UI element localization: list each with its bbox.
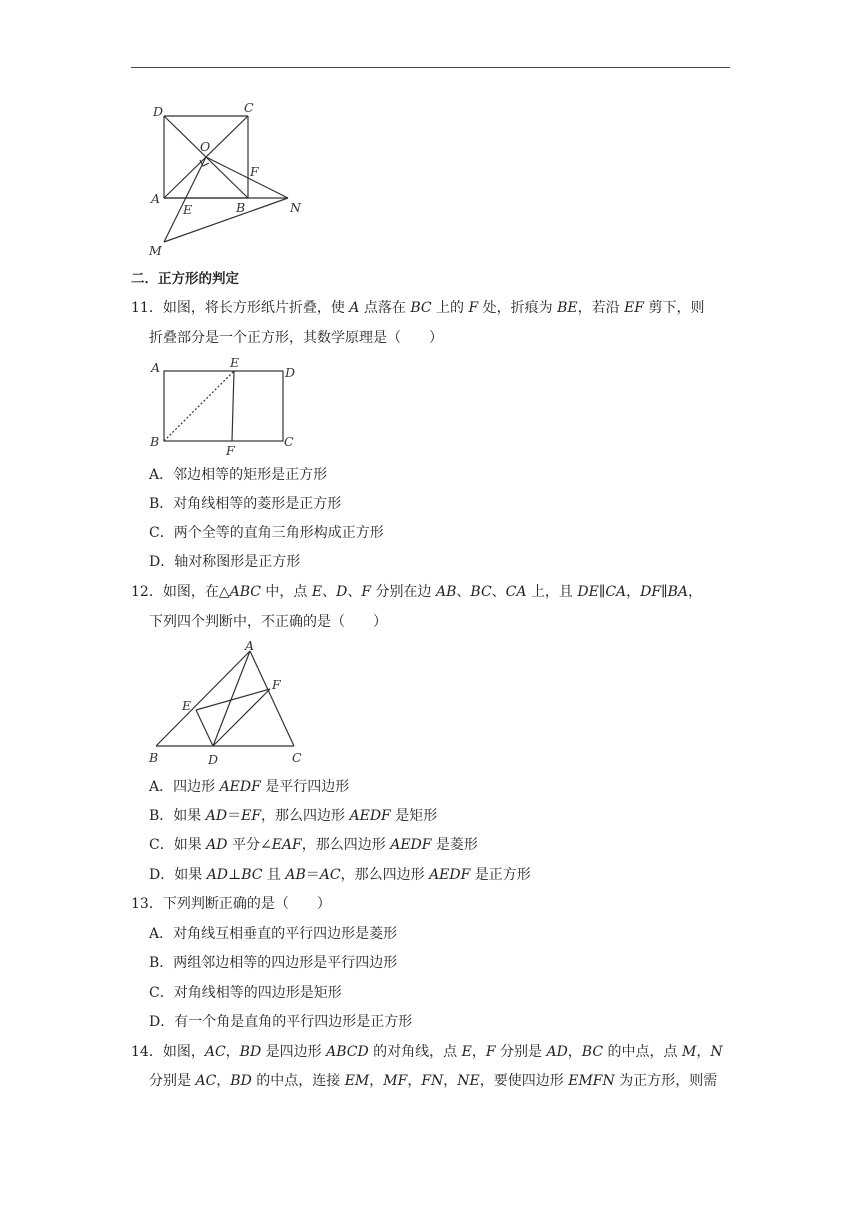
label-C: C	[244, 100, 254, 115]
q11-option-a: A．邻边相等的矩形是正方形	[149, 467, 328, 483]
q14-line2: 分别是 AC，BD 的中点，连接 EM，MF，FN，NE，要使四边形 EMFN 为正方形，则需	[149, 1073, 718, 1089]
q11-line2: 折叠部分是一个正方形，其数学原理是（ ）	[149, 330, 443, 346]
q13-option-c: C．对角线相等的四边形是矩形	[149, 985, 342, 1001]
label-A: A	[151, 360, 161, 375]
label-E: E	[183, 202, 193, 217]
q12-line2: 下列四个判断中，不正确的是（ ）	[149, 614, 387, 630]
label-B: B	[150, 434, 160, 449]
label-B: B	[236, 200, 246, 215]
q12-option-c: C．如果 AD 平分∠EAF，那么四边形 AEDF 是菱形	[149, 837, 478, 853]
q11-option-b: B．对角线相等的菱形是正方形	[149, 496, 342, 512]
label-D: D	[153, 104, 164, 119]
q12-option-d: D．如果 AD⊥BC 且 AB＝AC，那么四边形 AEDF 是正方形	[149, 867, 531, 883]
q11-option-c: C．两个全等的直角三角形构成正方形	[149, 525, 384, 541]
q11-option-d: D．轴对称图形是正方形	[149, 554, 301, 570]
label-E: E	[230, 355, 240, 370]
label-D: D	[208, 752, 219, 767]
label-A: A	[245, 638, 255, 653]
section-title: 二．正方形的判定	[131, 271, 239, 287]
figure-rectangle-fold	[140, 354, 310, 458]
q13-option-a: A．对角线互相垂直的平行四边形是菱形	[149, 926, 398, 942]
label-F: F	[272, 677, 281, 692]
label-E: E	[182, 698, 192, 713]
q13-option-b: B．两组邻边相等的四边形是平行四边形	[149, 955, 398, 971]
q12-line1: 12．如图，在△ABC 中，点 E、D、F 分别在边 AB、BC、CA 上，且 DE∥CA，DF∥BA，	[131, 584, 702, 600]
q12-option-a: A．四边形 AEDF 是平行四边形	[149, 779, 350, 795]
q12-option-b: B．如果 AD＝EF，那么四边形 AEDF 是矩形	[149, 808, 438, 824]
q13-line1: 13．下列判断正确的是（ ）	[131, 896, 331, 912]
q14-line1: 14．如图，AC，BD 是四边形 ABCD 的对角线，点 E，F 分别是 AD，BC 的中点，点 M，N	[131, 1044, 723, 1060]
q11-line1: 11．如图，将长方形纸片折叠，使 A 点落在 BC 上的 F 处，折痕为 BE，若沿 EF 剪下，则	[131, 300, 705, 316]
label-D: D	[285, 365, 296, 380]
label-M: M	[149, 243, 162, 258]
label-F: F	[250, 164, 259, 179]
label-C: C	[292, 750, 302, 765]
label-C: C	[284, 434, 294, 449]
header-rule	[131, 67, 730, 68]
label-N: N	[290, 200, 301, 215]
label-F: F	[226, 443, 235, 458]
figure-square-om	[140, 96, 320, 266]
label-B: B	[149, 750, 159, 765]
q13-option-d: D．有一个角是直角的平行四边形是正方形	[149, 1014, 413, 1030]
figure-triangle-abc	[140, 636, 320, 768]
label-A: A	[151, 191, 161, 206]
label-O: O	[200, 139, 211, 154]
